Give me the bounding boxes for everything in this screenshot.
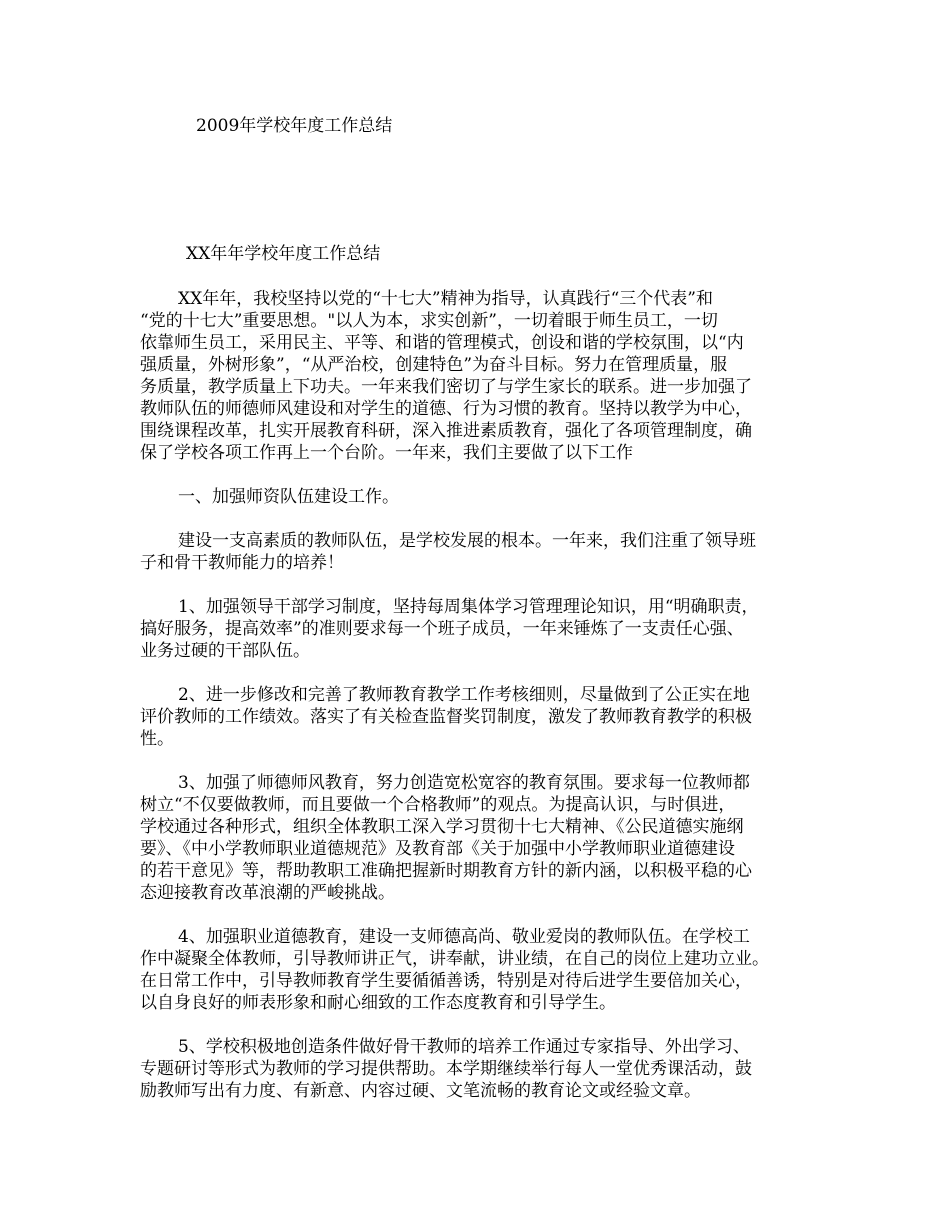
document-body xyxy=(140,288,830,1124)
text-line: 态迎接教育改革浪潮的严峻挑战。 xyxy=(140,883,395,903)
text-line: 在日常工作中，引导教师教育学生要循循善诱，特别是对待后进学生要倍加关心， xyxy=(140,971,752,991)
text-line: XX年年，我校坚持以党的“十七大”精神为指导，认真践行“三个代表”和 xyxy=(178,289,713,309)
document-subtitle: XX年年学校年度工作总结 xyxy=(186,244,381,264)
text-line: 评价教师的工作绩效。落实了有关检查监督奖罚制度，激发了教师教育教学的积极 xyxy=(140,707,752,727)
text-line: 作中凝聚全体教师，引导教师讲正气，讲奉献，讲业绩，在自己的岗位上建功立业。 xyxy=(140,949,769,969)
text-line: 4、加强职业道德教育，建设一支师德高尚、敬业爱岗的教师队伍。在学校工 xyxy=(178,927,750,947)
text-line: 5、学校积极地创造条件做好骨干教师的培养工作通过专家指导、外出学习、 xyxy=(178,1037,750,1057)
text-line: 学校通过各种形式，组织全体教职工深入学习贯彻十七大精神、《公民道德实施纲 xyxy=(140,817,744,837)
text-line: 强质量，外树形象”，“从严治校，创建特色”为奋斗目标。努力在管理质量，服 xyxy=(140,355,728,375)
text-line: 建设一支高素质的教师队伍，是学校发展的根本。一年来，我们注重了领导班 xyxy=(178,531,756,551)
paragraph xyxy=(140,1036,830,1102)
paragraph xyxy=(140,684,830,750)
text-line: 搞好服务，提高效率”的准则要求每一个班子成员，一年来锤炼了一支责任心强、 xyxy=(140,619,744,639)
paragraph xyxy=(140,596,830,662)
text-line: 励教师写出有力度、有新意、内容过硬、文笔流畅的教育论文或经验文章。 xyxy=(140,1081,701,1101)
paragraph xyxy=(140,486,830,508)
text-line: 教师队伍的师德师风建设和对学生的道德、行为习惯的教育。坚持以教学为中心， xyxy=(140,399,752,419)
text-line: 3、加强了师德师风教育，努力创造宽松宽容的教育氛围。要求每一位教师都 xyxy=(178,773,750,793)
text-line: 1、加强领导干部学习制度，坚持每周集体学习管理理论知识，用“明确职责， xyxy=(178,597,759,617)
text-line: 保了学校各项工作再上一个台阶。一年来，我们主要做了以下工作 xyxy=(140,443,633,463)
text-line: 子和骨干教师能力的培养！ xyxy=(140,553,344,573)
text-line: 专题研讨等形式为教师的学习提供帮助。本学期继续举行每人一堂优秀课活动，鼓 xyxy=(140,1059,752,1079)
text-line: “党的十七大”重要思想。"以人为本，求实创新”，一切着眼于师生员工，一切 xyxy=(140,311,718,331)
paragraph xyxy=(140,530,830,574)
text-line: 依靠师生员工，采用民主、平等、和谐的管理模式，创设和谐的学校氛围，以“内 xyxy=(140,333,744,353)
text-line: 围绕课程改革，扎实开展教育科研，深入推进素质教育，强化了各项管理制度，确 xyxy=(140,421,752,441)
document-title: 2009年学校年度工作总结 xyxy=(196,116,393,136)
paragraph xyxy=(140,926,830,1014)
text-line: 业务过硬的干部队伍。 xyxy=(140,641,310,661)
text-line: 要》、《中小学教师职业道德规范》及教育部《关于加强中小学教师职业道德建设 xyxy=(140,839,735,859)
text-line: 的若干意见》等，帮助教职工准确把握新时期教育方针的新内涵，以积极平稳的心 xyxy=(140,861,752,881)
paragraph xyxy=(140,772,830,904)
text-line: 以自身良好的师表形象和耐心细致的工作态度教育和引导学生。 xyxy=(140,993,616,1013)
text-line: 性。 xyxy=(140,729,174,749)
text-line: 2、进一步修改和完善了教师教育教学工作考核细则，尽量做到了公正实在地 xyxy=(178,685,750,705)
paragraph xyxy=(140,288,830,464)
text-line: 树立“不仅要做教师，而且要做一个合格教师”的观点。为提高认识，与时俱进， xyxy=(140,795,736,815)
text-line: 一、加强师资队伍建设工作。 xyxy=(178,487,399,507)
text-line: 务质量，教学质量上下功夫。一年来我们密切了与学生家长的联系。进一步加强了 xyxy=(140,377,752,397)
